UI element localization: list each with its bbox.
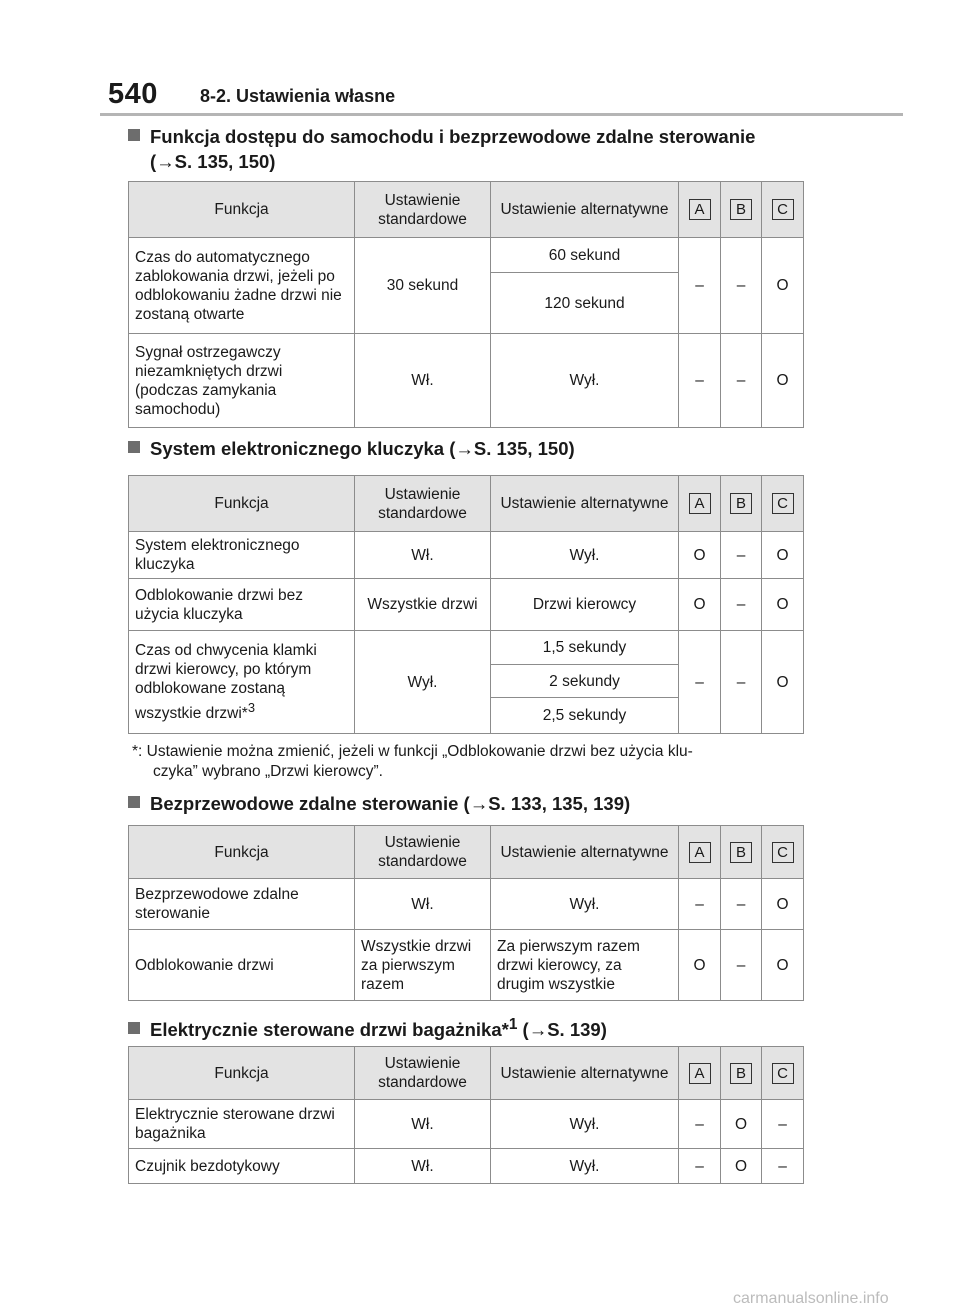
table-header-row (129, 182, 804, 238)
section-title-smart-key: System elektronicznego kluczyka (→S. 135, 150) (128, 436, 575, 461)
table-row: Czas do automatycznego zablokowania drzwi, jeżeli po odblokowaniu żadne drzwi nie zostaną otwarte 30 sekund 60 sekund – – O (129, 238, 804, 273)
header-standard: Ustawienie standardowe (355, 182, 491, 238)
table-row: 2,5 sekundy (129, 698, 804, 734)
letter-a-box: A (689, 493, 711, 514)
header-a (679, 826, 721, 879)
square-bullet-icon (128, 1022, 140, 1034)
letter-a-box: A (689, 842, 711, 863)
header-funkcja: Funkcja (129, 476, 355, 532)
square-bullet-icon (128, 441, 140, 453)
header-c (762, 826, 804, 879)
letter-b-box: B (730, 1063, 752, 1084)
header-alternative: Ustawienie alternatywne (491, 1047, 679, 1100)
letter-c-box: C (772, 842, 794, 863)
table-header-row (129, 1047, 804, 1100)
letter-b-box: B (730, 842, 752, 863)
header-b (721, 182, 762, 238)
header-a (679, 476, 721, 532)
header-alternative: Ustawienie alternatywne (491, 182, 679, 238)
table-remote (128, 825, 804, 1001)
table-row: Bezprzewodowe zdalne sterowanie Wł. Wył. – – O (129, 879, 804, 930)
header-standard: Ustawienie standardowe (355, 476, 491, 532)
table-header-row (129, 476, 804, 532)
header-b (721, 826, 762, 879)
header-divider (100, 113, 903, 116)
page-header (100, 76, 905, 114)
footnote: *: Ustawienie można zmienić, jeżeli w funkcji „Odblokowanie drzwi bez użycia klu- czyka” wybrano „Drzwi kierowcy”. (132, 743, 693, 780)
table-row: Elektrycznie sterowane drzwi bagażnika Wł. Wył. – O – (129, 1100, 804, 1149)
table-row: 2 sekundy (129, 665, 804, 698)
table-row: 120 sekund (129, 273, 804, 334)
table-header-row (129, 826, 804, 879)
square-bullet-icon (128, 796, 140, 808)
header-c (762, 1047, 804, 1100)
page-number: 540 (108, 78, 158, 110)
header-standard: Ustawienie standardowe (355, 826, 491, 879)
letter-b-box: B (730, 493, 752, 514)
letter-a-box: A (689, 199, 711, 220)
letter-b-box: B (730, 199, 752, 220)
table-row: Odblokowanie drzwi bez użycia kluczyka Wszystkie drzwi Drzwi kierowcy O – O (129, 579, 804, 631)
header-b (721, 476, 762, 532)
section-title-tailgate: Elektrycznie sterowane drzwi bagażnika*$^1$ (→S. 139) (128, 1012, 607, 1042)
letter-c-box: C (772, 493, 794, 514)
header-funkcja: Funkcja (129, 182, 355, 238)
table-row: Czas od chwycenia klamki drzwi kierowcy, po którym odblokowane zostaną wszystkie drzwi*$^3$ Wył. 1,5 sekundy – – O (129, 631, 804, 665)
table-access (128, 181, 804, 428)
header-alternative: Ustawienie alternatywne (491, 826, 679, 879)
header-standard: Ustawienie standardowe (355, 1047, 491, 1100)
chapter-title: 8-2. Ustawienia własne (200, 86, 396, 106)
section-title-access: Funkcja dostępu do samochodu i bezprzewodowe zdalne sterowanie (→S. 135, 150) (128, 124, 755, 174)
watermark: carmanualsonline.info (733, 1290, 889, 1307)
letter-a-box: A (689, 1063, 711, 1084)
table-smart-key (128, 475, 804, 734)
header-b (721, 1047, 762, 1100)
table-tailgate (128, 1046, 804, 1184)
header-funkcja: Funkcja (129, 826, 355, 879)
section-title-remote: Bezprzewodowe zdalne sterowanie (→S. 133, 135, 139) (128, 791, 630, 816)
header-c (762, 476, 804, 532)
square-bullet-icon (128, 129, 140, 141)
header-c (762, 182, 804, 238)
table-row: System elektronicznego kluczyka Wł. Wył. O – O (129, 532, 804, 579)
header-a (679, 1047, 721, 1100)
table-row: Czujnik bezdotykowy Wł. Wył. – O – (129, 1149, 804, 1184)
header-a (679, 182, 721, 238)
header-funkcja: Funkcja (129, 1047, 355, 1100)
letter-c-box: C (772, 1063, 794, 1084)
header-alternative: Ustawienie alternatywne (491, 476, 679, 532)
table-row: Sygnał ostrzegawczy niezamkniętych drzwi (podczas zamykania samochodu) Wł. Wył. – – O (129, 334, 804, 428)
letter-c-box: C (772, 199, 794, 220)
table-row: Odblokowanie drzwi Wszystkie drzwi za pierwszym razem Za pierwszym razem drzwi kierowcy, za drugim wszystkie O – O (129, 930, 804, 1001)
